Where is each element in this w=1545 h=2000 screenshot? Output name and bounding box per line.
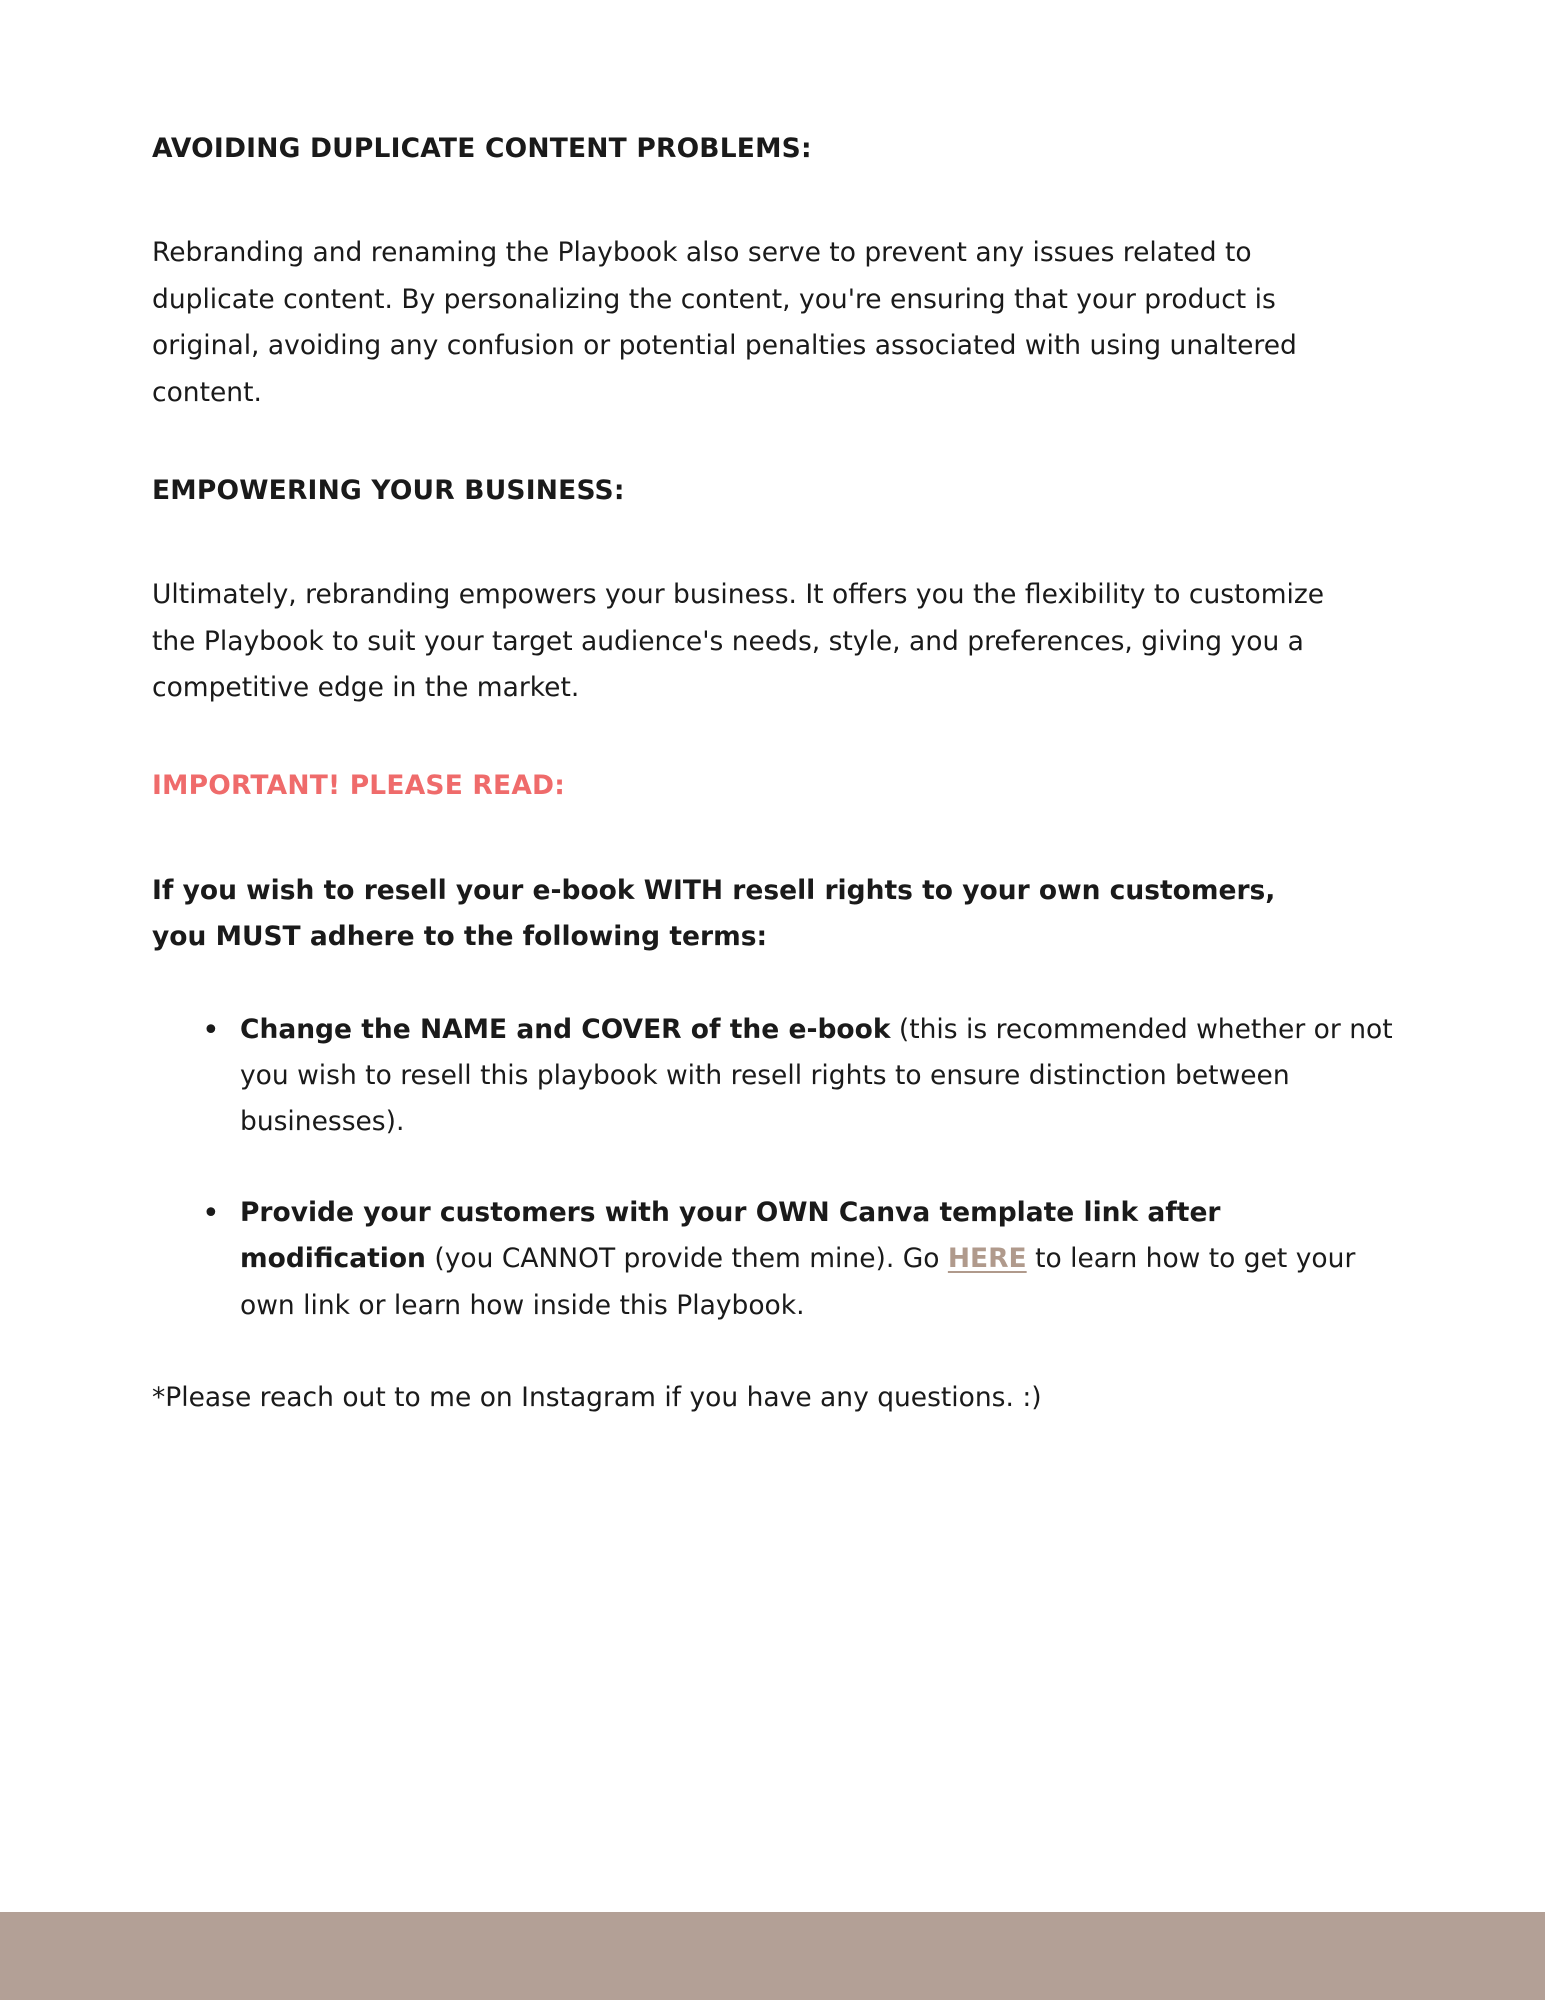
section-heading-duplicate-content: AVOIDING DUPLICATE CONTENT PROBLEMS: bbox=[152, 133, 812, 164]
document-body bbox=[152, 130, 1397, 1421]
spacer bbox=[152, 806, 1397, 868]
term-rest-after-link: to learn how to get your own link or learn how inside this Playbook. bbox=[240, 1243, 1356, 1321]
term-rest: (this is recommended whether or not you wish to resell this playbook with resell rights to ensure distinction between businesses). bbox=[240, 1013, 1393, 1138]
section-paragraph-empowering-business: Ultimately, rebranding empowers your business. It offers you the flexibility to customize the Playbook to suit your target audience's needs, style, and preferences, giving you a competitive edge in the market. bbox=[152, 579, 1325, 704]
important-notice-heading: IMPORTANT! PLEASE READ: bbox=[152, 770, 566, 802]
footnote-text: *Please reach out to me on Instagram if you have any questions. :) bbox=[152, 1381, 1042, 1413]
spacer bbox=[152, 1329, 1397, 1375]
spacer bbox=[152, 416, 1397, 472]
term-bold-lead: Change the NAME and COVER of the e-book bbox=[240, 1013, 891, 1045]
spacer bbox=[152, 711, 1397, 767]
term-bold-lead: Provide your customers with your OWN Canva template link after modification bbox=[240, 1196, 1221, 1275]
important-notice-intro: If you wish to resell your e-book WITH resell rights to your own customers, you MUST adhere to the following terms: bbox=[152, 874, 1276, 953]
spacer bbox=[152, 961, 1397, 1007]
here-link[interactable]: HERE bbox=[947, 1243, 1027, 1275]
terms-list bbox=[152, 1007, 1397, 1329]
section-heading-empowering-business: EMPOWERING YOUR BUSINESS: bbox=[152, 474, 625, 506]
footer-bar bbox=[0, 1912, 1545, 2000]
list-item bbox=[188, 1007, 1397, 1146]
section-paragraph-duplicate-content: Rebranding and renaming the Playbook also serve to prevent any issues related to duplicate content. By personalizing the content, you're ensuring that your product is original, avoiding any confusion or potential penalties associated with using unaltered content. bbox=[152, 237, 1297, 408]
spacer bbox=[152, 510, 1397, 572]
term-rest-before-link: (you CANNOT provide them mine). Go bbox=[425, 1243, 948, 1275]
list-item bbox=[188, 1190, 1397, 1329]
spacer bbox=[152, 168, 1397, 230]
